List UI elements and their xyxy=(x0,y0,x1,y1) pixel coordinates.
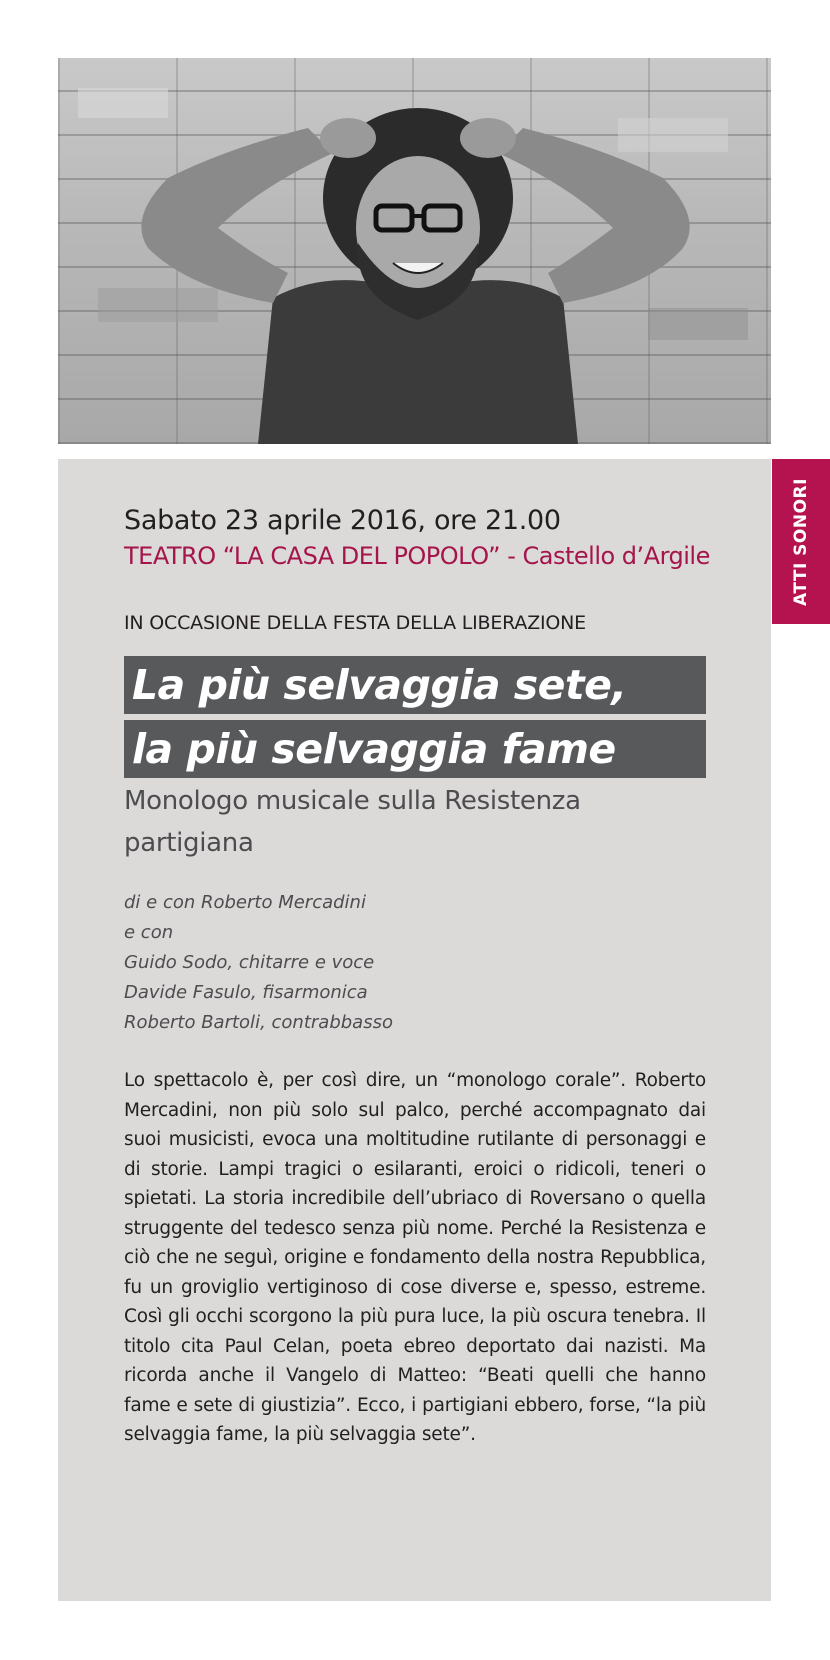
subtitle: Monologo musicale sulla Resistenza partigiana xyxy=(124,786,581,858)
credit-line: e con xyxy=(124,922,174,943)
event-occasion: IN OCCASIONE DELLA FESTA DELLA LIBERAZIONE xyxy=(124,612,586,634)
section-tab-label: ATTI SONORI xyxy=(791,477,812,606)
event-date: Sabato 23 aprile 2016, ore 21.00 xyxy=(124,505,561,536)
credit-line: Davide Fasulo, fisarmonica xyxy=(124,982,368,1003)
title-line-2: la più selvaggia fame xyxy=(124,720,706,778)
performer-photo xyxy=(58,58,771,444)
section-tab xyxy=(772,459,830,624)
credit-line: Roberto Bartoli, contrabbasso xyxy=(124,1012,393,1033)
title-line-1: La più selvaggia sete, xyxy=(124,656,706,714)
credit-line: Guido Sodo, chitarre e voce xyxy=(124,952,375,973)
description-paragraph: Lo spettacolo è, per così dire, un “monologo corale”. Roberto Mercadini, non più solo sul palco, perché accompagnato dai suoi musicisti, evoca una moltitudine rutilante di personaggi e di storie. Lampi tragici o esilaranti, eroici o ridicoli, teneri o spietati. La storia incredibile dell’ubriaco di Roversano o quella struggente del tedesco senza più nome. Perché la Resistenza e ciò che ne seguì, origine e fondamento della nostra Repubblica, fu un groviglio vertiginoso di cose diverse e, spesso, estreme. Così gli occhi scorgono la più pura luce, la più oscura tenebra. Il titolo cita Paul Celan, poeta ebreo deportato dai nazisti. Ma ricorda anche il Vangelo di Matteo: “Beati quelli che hanno fame e sete di giustizia”. Ecco, i partigiani ebbero, forse, “la più selvaggia fame, la più selvaggia sete”. xyxy=(124,1070,706,1445)
event-venue: TEATRO “LA CASA DEL POPOLO” - Castello d’Argile xyxy=(124,542,710,570)
performer-illustration xyxy=(58,58,771,444)
credit-line: di e con Roberto Mercadini xyxy=(124,892,366,913)
credits xyxy=(124,888,393,1038)
